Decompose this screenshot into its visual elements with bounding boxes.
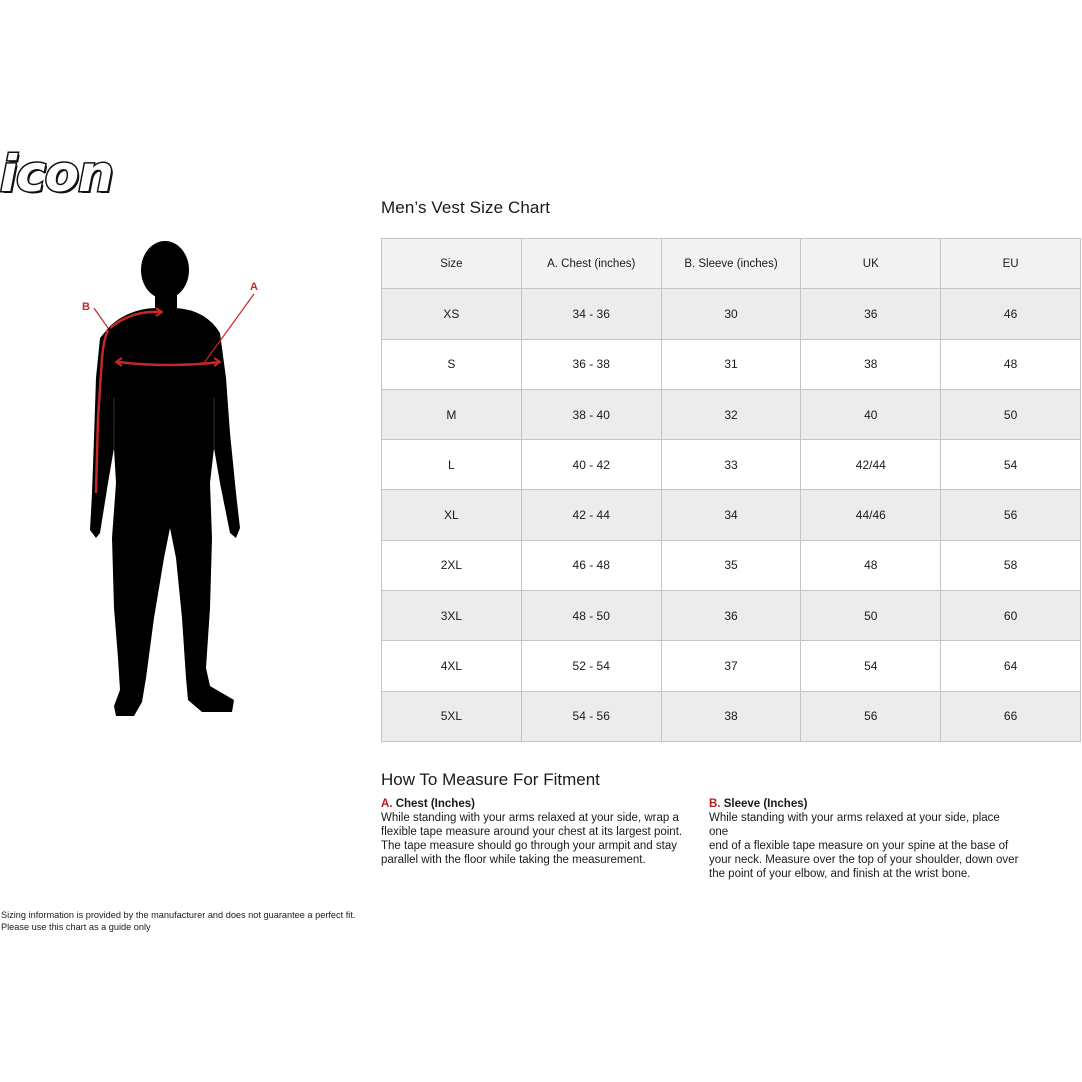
cell-eu: 64 [941, 641, 1081, 691]
cell-sleeve: 38 [661, 691, 801, 741]
table-row [382, 339, 1081, 389]
table-row [382, 440, 1081, 490]
col-header-uk: UK [801, 239, 941, 289]
cell-uk: 36 [801, 289, 941, 339]
table-row [382, 591, 1081, 641]
cell-sleeve: 36 [661, 591, 801, 641]
cell-size: XS [382, 289, 522, 339]
cell-chest: 34 - 36 [521, 289, 661, 339]
cell-size: 2XL [382, 540, 522, 590]
col-header-eu: EU [941, 239, 1081, 289]
cell-eu: 66 [941, 691, 1081, 741]
cell-size: M [382, 389, 522, 439]
cell-eu: 50 [941, 389, 1081, 439]
cell-uk: 54 [801, 641, 941, 691]
chest-line: While standing with your arms relaxed at your side, wrap a [381, 812, 679, 824]
cell-eu: 46 [941, 289, 1081, 339]
size-table [381, 238, 1081, 742]
table-row [382, 691, 1081, 741]
sleeve-heading: Sleeve (Inches) [723, 798, 808, 810]
cell-uk: 48 [801, 540, 941, 590]
sleeve-line: the point of your elbow, and finish at the wrist bone. [709, 868, 971, 880]
cell-chest: 38 - 40 [521, 389, 661, 439]
cell-sleeve: 35 [661, 540, 801, 590]
table-header-row [382, 239, 1081, 289]
chest-heading: Chest (Inches) [395, 798, 475, 810]
cell-eu: 58 [941, 540, 1081, 590]
cell-size: 4XL [382, 641, 522, 691]
cell-sleeve: 33 [661, 440, 801, 490]
cell-uk: 42/44 [801, 440, 941, 490]
sleeve-instructions-heading [709, 797, 1019, 811]
cell-sleeve: 31 [661, 339, 801, 389]
col-header-size: Size [382, 239, 522, 289]
cell-eu: 48 [941, 339, 1081, 389]
cell-size: 5XL [382, 691, 522, 741]
measure-title: How To Measure For Fitment [381, 770, 600, 789]
disclaimer-line: Sizing information is provided by the manufacturer and does not guarantee a perfect fit. [1, 910, 356, 920]
cell-chest: 40 - 42 [521, 440, 661, 490]
chart-title: Men’s Vest Size Chart [381, 198, 551, 217]
col-header-sleeve: B. Sleeve (inches) [661, 239, 801, 289]
cell-uk: 50 [801, 591, 941, 641]
cell-uk: 40 [801, 389, 941, 439]
cell-size: L [382, 440, 522, 490]
cell-chest: 36 - 38 [521, 339, 661, 389]
table-row [382, 540, 1081, 590]
cell-size: XL [382, 490, 522, 540]
label-b: B [82, 301, 90, 313]
cell-uk: 38 [801, 339, 941, 389]
cell-sleeve: 32 [661, 389, 801, 439]
cell-eu: 54 [941, 440, 1081, 490]
chest-instructions-heading [381, 797, 691, 811]
table-row [382, 641, 1081, 691]
chest-letter: A. [381, 798, 393, 810]
table-row [382, 389, 1081, 439]
sleeve-letter: B. [709, 798, 721, 810]
brand-logo [0, 145, 186, 203]
cell-chest: 46 - 48 [521, 540, 661, 590]
chest-instructions [381, 797, 691, 867]
chest-line: The tape measure should go through your armpit and stay [381, 840, 677, 852]
cell-size: S [382, 339, 522, 389]
cell-size: 3XL [382, 591, 522, 641]
cell-uk: 44/46 [801, 490, 941, 540]
chest-line: flexible tape measure around your chest at its largest point. [381, 826, 683, 838]
cell-chest: 54 - 56 [521, 691, 661, 741]
brand-logo-text: icon [0, 145, 113, 203]
disclaimer-line: Please use this chart as a guide only [1, 922, 151, 932]
sleeve-instructions [709, 797, 1019, 881]
chest-line: parallel with the floor while taking the measurement. [381, 854, 646, 866]
sleeve-line: your neck. Measure over the top of your shoulder, down over [709, 854, 1019, 866]
cell-chest: 48 - 50 [521, 591, 661, 641]
disclaimer [1, 909, 355, 933]
measurement-figure [70, 238, 270, 723]
sleeve-line: While standing with your arms relaxed at your side, place one [709, 812, 1000, 838]
col-header-chest: A. Chest (inches) [521, 239, 661, 289]
table-row [382, 289, 1081, 339]
cell-eu: 56 [941, 490, 1081, 540]
table-row [382, 490, 1081, 540]
sleeve-line: end of a flexible tape measure on your spine at the base of [709, 840, 1009, 852]
cell-eu: 60 [941, 591, 1081, 641]
cell-sleeve: 30 [661, 289, 801, 339]
label-a: A [250, 281, 258, 293]
cell-sleeve: 37 [661, 641, 801, 691]
cell-chest: 52 - 54 [521, 641, 661, 691]
body-silhouette-icon [70, 238, 270, 723]
cell-sleeve: 34 [661, 490, 801, 540]
cell-chest: 42 - 44 [521, 490, 661, 540]
cell-uk: 56 [801, 691, 941, 741]
